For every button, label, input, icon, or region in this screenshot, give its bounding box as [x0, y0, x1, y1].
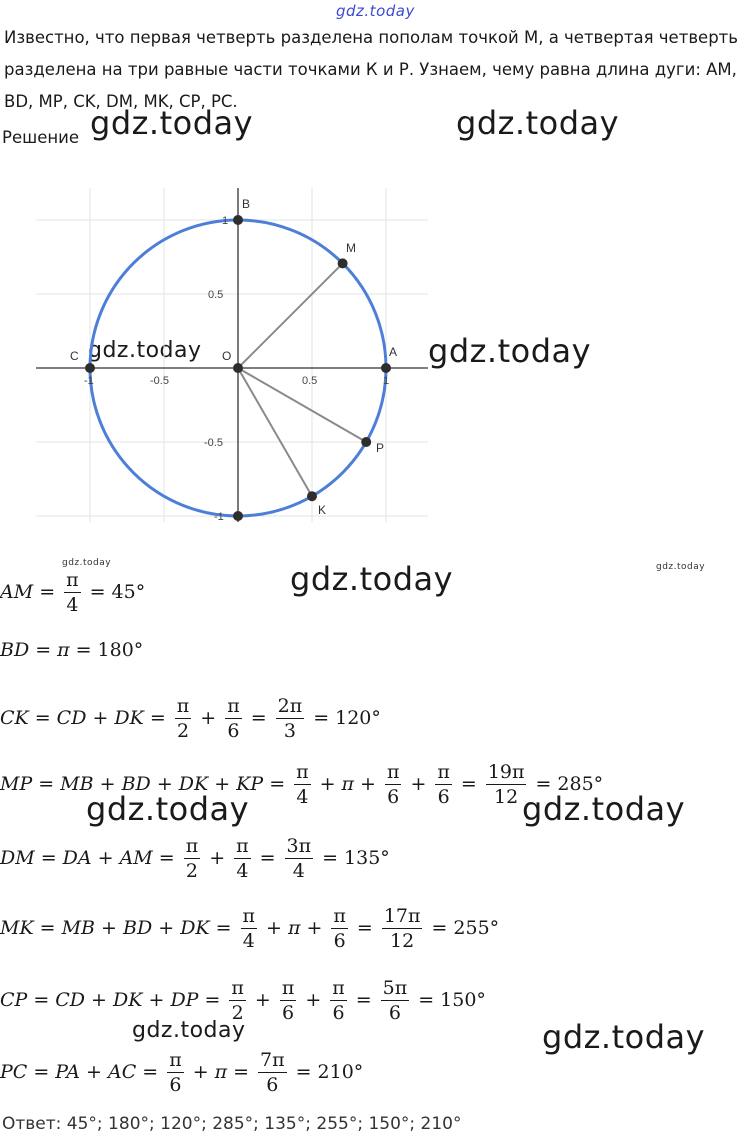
equation-mk: MK = MB + BD + DK = $\frac{\pi}{4}$ + π + $\frac{\pi}{6}$ = $\frac{17\pi}{12}$ = 255° — [0, 904, 500, 952]
point-d — [233, 511, 243, 521]
tick-x-neg05: -0.5 — [150, 375, 169, 387]
tick-y-neg1: -1 — [214, 511, 224, 523]
answer-line: Ответ: 45°; 180°; 120°; 285°; 135°; 255°; 150°; 210° — [2, 1114, 462, 1134]
tick-x-05: 0.5 — [302, 375, 318, 387]
equation-cp: CP = CD + DK + DP = $\frac{\pi}{2}$ + $\frac{\pi}{6}$ + $\frac{\pi}{6}$ = $\frac{5\pi}{6}$ = 150° — [0, 976, 486, 1024]
unit-circle-diagram — [36, 188, 428, 528]
watermark: gdz.today — [62, 558, 112, 568]
point-a — [381, 363, 391, 373]
label-a: A — [389, 345, 398, 359]
watermark: gdz.today — [290, 560, 454, 598]
label-k: K — [318, 503, 327, 517]
equation-mp: MP = MB + BD + DK + KP = $\frac{\pi}{4}$ + π + $\frac{\pi}{6}$ + $\frac{\pi}{6}$ = $\frac{19\pi}{12}$ = 285° — [0, 760, 604, 808]
problem-statement: Известно, что первая четверть разделена пополам точкой М, а четвертая четверть разделена на три равные части точками К и Р. Узнаем, чему равна длина дуги: АМ, BD, MP, CK, DM, MK, CP, PC. — [4, 28, 739, 111]
grid — [36, 188, 428, 522]
point-p — [361, 437, 371, 447]
solution-heading: Решение — [2, 128, 80, 147]
equation-lhs: AM — [0, 581, 34, 603]
tick-x-neg1: -1 — [84, 375, 94, 387]
label-c: C — [70, 349, 79, 363]
watermark-top: gdz.today — [336, 2, 415, 20]
equation-ck: CK = CD + DK = $\frac{\pi}{2}$ + $\frac{\pi}{6}$ = $\frac{2\pi}{3}$ = 120° — [0, 694, 381, 742]
point-k — [307, 491, 317, 501]
point-o — [233, 363, 243, 373]
label-m: M — [346, 241, 356, 255]
watermark: gdz.today — [522, 790, 686, 828]
watermark: gdz.today — [90, 104, 254, 142]
watermark: gdz.today — [456, 104, 620, 142]
equation-dm: DM = DA + AM = $\frac{\pi}{2}$ + $\frac{\pi}{4}$ = $\frac{3\pi}{4}$ = 135° — [0, 834, 390, 882]
equation-pc: PC = PA + AC = $\frac{\pi}{6}$ + π = $\frac{7\pi}{6}$ = 210° — [0, 1048, 364, 1096]
label-o: O — [222, 349, 232, 363]
tick-y-neg05: -0.5 — [204, 437, 223, 449]
label-b: B — [242, 197, 251, 211]
point-m — [338, 258, 348, 268]
tick-y-1: 1 — [222, 215, 229, 227]
watermark: gdz.today — [656, 562, 706, 572]
tick-y-05: 0.5 — [208, 289, 224, 301]
watermark: gdz.today — [428, 332, 592, 370]
watermark: gdz.today — [542, 1018, 706, 1056]
equation-bd: BD = π = 180° — [0, 639, 144, 661]
point-b — [233, 215, 243, 225]
label-p: P — [376, 441, 385, 455]
watermark: gdz.today — [88, 338, 202, 363]
equation-result: 45° — [111, 581, 146, 603]
tick-x-1: 1 — [383, 375, 390, 387]
point-c — [85, 363, 95, 373]
watermark: gdz.today — [86, 790, 250, 828]
equation-am: AM = $\frac{\pi}{4}$ = 45° — [0, 568, 146, 616]
watermark: gdz.today — [132, 1018, 246, 1043]
